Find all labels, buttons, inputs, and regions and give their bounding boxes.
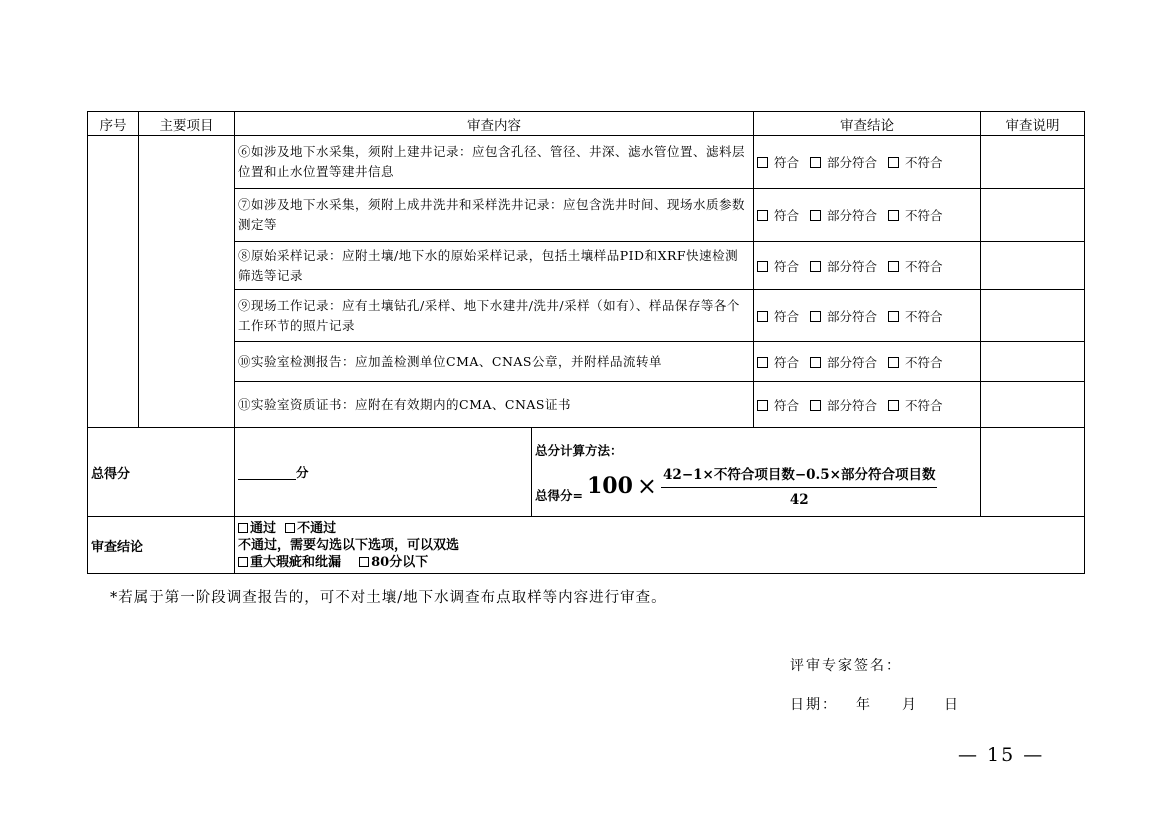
header-content: 审查内容 <box>235 112 754 136</box>
content-cell: ⑦如涉及地下水采集，须附上成井洗井和采样洗井记录：应包含洗井时间、现场水质参数测定等 <box>235 189 754 242</box>
checkbox-icon[interactable] <box>810 261 821 272</box>
note-cell[interactable] <box>981 382 1085 428</box>
review-conclusion-options <box>235 517 1085 574</box>
option-major-flaw[interactable]: 重大瑕疵和纰漏 <box>238 555 341 570</box>
checkbox-icon[interactable] <box>757 311 768 322</box>
option-no[interactable]: 不符合 <box>888 355 943 370</box>
conclusion-options <box>754 290 981 342</box>
option-yes[interactable]: 符合 <box>757 259 799 274</box>
content-cell: ⑩实验室检测报告：应加盖检测单位CMA、CNAS公章，并附样品流转单 <box>235 342 754 382</box>
score-unit: 分 <box>296 465 309 480</box>
option-yes[interactable]: 符合 <box>757 398 799 413</box>
option-pass[interactable]: 通过 <box>238 521 276 536</box>
content-cell: ⑧原始采样记录：应附土壤/地下水的原始采样记录，包括土壤样品PID和XRF快速检测筛选等记录 <box>235 242 754 290</box>
review-table <box>87 111 1085 574</box>
table-row <box>88 382 1085 428</box>
option-partial[interactable]: 部分符合 <box>810 155 877 170</box>
header-note: 审查说明 <box>981 112 1085 136</box>
total-score-value <box>235 428 532 517</box>
checkbox-icon[interactable] <box>810 400 821 411</box>
total-score-note <box>981 428 1085 517</box>
checkbox-icon[interactable] <box>888 157 899 168</box>
note-cell[interactable] <box>981 342 1085 382</box>
fail-reasons-line <box>238 554 1081 571</box>
date-label: 日期： <box>790 697 838 713</box>
year-label: 年 <box>856 697 872 713</box>
formula-factor: 100 <box>586 472 633 499</box>
checkbox-icon[interactable] <box>757 261 768 272</box>
checkbox-icon[interactable] <box>757 157 768 168</box>
footnote: *若属于第一阶段调查报告的，可不对土壤/地下水调查布点取样等内容进行审查。 <box>110 590 667 606</box>
option-fail[interactable]: 不通过 <box>285 521 336 536</box>
checkbox-icon[interactable] <box>888 400 899 411</box>
option-no[interactable]: 不符合 <box>888 398 943 413</box>
note-cell[interactable] <box>981 290 1085 342</box>
option-partial[interactable]: 部分符合 <box>810 259 877 274</box>
note-cell[interactable] <box>981 136 1085 189</box>
option-no[interactable]: 不符合 <box>888 208 943 223</box>
option-yes[interactable]: 符合 <box>757 309 799 324</box>
checkbox-icon[interactable] <box>238 557 248 567</box>
date-line <box>790 694 960 714</box>
main-item-cell <box>139 136 235 428</box>
checkbox-icon[interactable] <box>285 523 295 533</box>
review-conclusion-label: 审查结论 <box>88 517 235 574</box>
checkbox-icon[interactable] <box>810 311 821 322</box>
header-main-item: 主要项目 <box>139 112 235 136</box>
option-no[interactable]: 不符合 <box>888 309 943 324</box>
table-row <box>88 136 1085 189</box>
option-yes[interactable]: 符合 <box>757 208 799 223</box>
content-cell: ⑪实验室资质证书：应附在有效期内的CMA、CNAS证书 <box>235 382 754 428</box>
formula-times: × <box>636 471 658 500</box>
score-blank-field[interactable] <box>238 465 296 480</box>
formula-denominator: 42 <box>789 492 809 508</box>
option-no[interactable]: 不符合 <box>888 259 943 274</box>
total-score-row <box>88 428 1085 517</box>
content-cell: ⑥如涉及地下水采集，须附上建井记录：应包含孔径、管径、井深、滤水管位置、滤料层位置和止水位置等建井信息 <box>235 136 754 189</box>
checkbox-icon[interactable] <box>888 210 899 221</box>
note-cell[interactable] <box>981 189 1085 242</box>
header-conclusion: 审查结论 <box>754 112 981 136</box>
checkbox-icon[interactable] <box>757 210 768 221</box>
table-row <box>88 189 1085 242</box>
fail-instruction: 不通过，需要勾选以下选项，可以双选 <box>238 537 460 553</box>
checkbox-icon[interactable] <box>359 557 369 567</box>
option-partial[interactable]: 部分符合 <box>810 355 877 370</box>
option-partial[interactable]: 部分符合 <box>810 398 877 413</box>
table-row <box>88 242 1085 290</box>
checkbox-icon[interactable] <box>810 157 821 168</box>
expert-signature-label: 评审专家签名： <box>790 658 902 674</box>
formula-cell <box>532 428 981 517</box>
conclusion-options <box>754 242 981 290</box>
total-score-label: 总得分 <box>88 428 235 517</box>
content-cell: ⑨现场工作记录：应有土壤钻孔/采样、地下水建井/洗井/采样（如有）、样品保存等各个工作环节的照片记录 <box>235 290 754 342</box>
option-yes[interactable]: 符合 <box>757 355 799 370</box>
formula-fraction <box>661 463 937 508</box>
formula <box>535 463 977 508</box>
month-label: 月 <box>902 697 918 713</box>
header-index: 序号 <box>88 112 139 136</box>
option-partial[interactable]: 部分符合 <box>810 208 877 223</box>
conclusion-options <box>754 136 981 189</box>
checkbox-icon[interactable] <box>810 357 821 368</box>
checkbox-icon[interactable] <box>810 210 821 221</box>
table-row <box>88 342 1085 382</box>
index-cell <box>88 136 139 428</box>
option-yes[interactable]: 符合 <box>757 155 799 170</box>
day-label: 日 <box>944 697 960 713</box>
option-below-80[interactable]: 80分以下 <box>359 555 428 570</box>
review-conclusion-row <box>88 517 1085 574</box>
option-no[interactable]: 不符合 <box>888 155 943 170</box>
checkbox-icon[interactable] <box>757 357 768 368</box>
conclusion-options <box>754 189 981 242</box>
page-number: — 15 — <box>958 744 1045 766</box>
checkbox-icon[interactable] <box>888 357 899 368</box>
pass-fail-line <box>238 520 1081 537</box>
formula-lhs: 总得分= <box>535 487 583 503</box>
option-partial[interactable]: 部分符合 <box>810 309 877 324</box>
checkbox-icon[interactable] <box>888 261 899 272</box>
table-header-row <box>88 112 1085 136</box>
conclusion-options <box>754 342 981 382</box>
checkbox-icon[interactable] <box>757 400 768 411</box>
note-cell[interactable] <box>981 242 1085 290</box>
formula-title: 总分计算方法： <box>535 443 623 458</box>
formula-numerator: 42−1×不符合项目数−0.5×部分符合项目数 <box>661 463 937 488</box>
checkbox-icon[interactable] <box>888 311 899 322</box>
conclusion-options <box>754 382 981 428</box>
table-row <box>88 290 1085 342</box>
checkbox-icon[interactable] <box>238 523 248 533</box>
